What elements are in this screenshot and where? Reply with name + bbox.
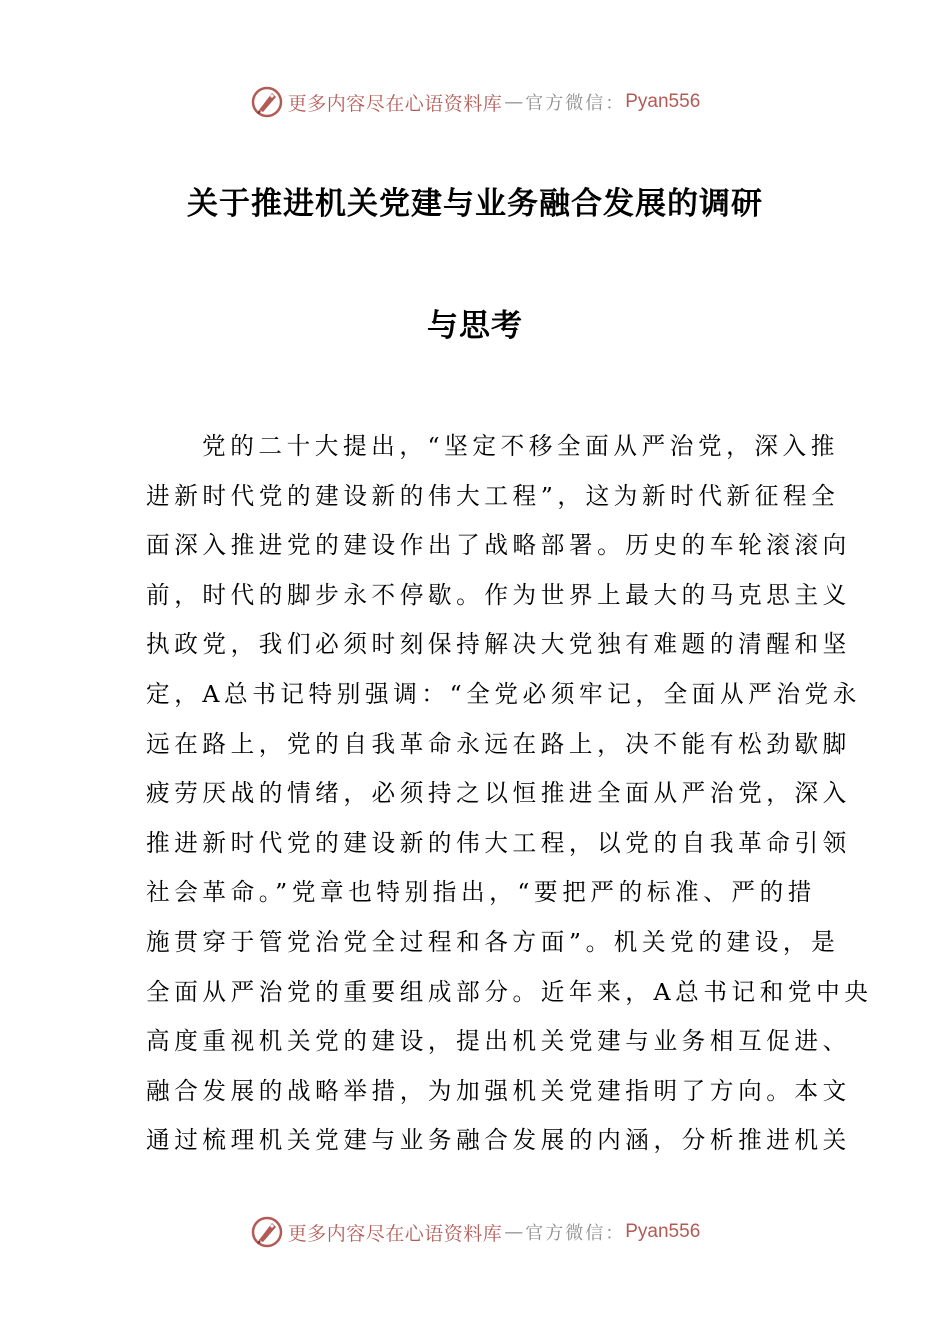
body-line: 远在路上，党的自我革命永远在路上，决不能有松劲歇脚	[146, 729, 851, 758]
watermark-wechat-id: Pyan556	[625, 1221, 701, 1242]
body-line: 党的二十大提出，“坚定不移全面从严治党，深入推	[202, 432, 839, 460]
watermark-brand: 更多内容尽在心语资料库	[287, 92, 503, 115]
body-line: 执政党，我们必须时刻保持解决大党独有难题的清醒和坚	[146, 630, 851, 659]
body-line: 通过梳理机关党建与业务融合发展的内涵，分析推进机关	[146, 1126, 851, 1155]
body-line: 定，A总书记特别强调：“全党必须牢记，全面从严治党永	[146, 679, 861, 708]
body-line: 推进新时代党的建设新的伟大工程，以党的自我革命引领	[146, 828, 851, 857]
body-line: 进新时代党的建设新的伟大工程”，这为新时代新征程全	[146, 481, 840, 510]
watermark-brand: 更多内容尽在心语资料库	[287, 1222, 503, 1245]
watermark-wechat-id: Pyan556	[625, 91, 701, 112]
header-watermark	[0, 82, 950, 122]
document-title-line1: 关于推进机关党建与业务融合发展的调研	[187, 186, 763, 222]
body-line: 施贯穿于管党治党全过程和各方面”。机关党的建设，是	[146, 927, 840, 956]
watermark-dash: —	[504, 91, 524, 113]
document-title-line2: 与思考	[427, 308, 523, 344]
body-line: 面深入推进党的建设作出了战略部署。历史的车轮滚滚向	[146, 531, 851, 560]
body-paragraph	[146, 422, 873, 1166]
pen-nib-logo-icon	[250, 85, 284, 119]
body-line: 融合发展的战略举措，为加强机关党建指明了方向。本文	[146, 1076, 851, 1105]
body-line: 全面从严治党的重要组成部分。近年来，A总书记和党中央	[146, 977, 873, 1006]
body-line: 社会革命。”党章也特别指出，“要把严的标准、严的措	[146, 878, 816, 907]
body-line: 疲劳厌战的情绪，必须持之以恒推进全面从严治党，深入	[146, 779, 851, 808]
body-line: 高度重视机关党的建设，提出机关党建与业务相互促进、	[146, 1027, 851, 1056]
watermark-dash: —	[504, 1221, 524, 1243]
body-line: 前，时代的脚步永不停歇。作为世界上最大的马克思主义	[146, 580, 851, 609]
pen-nib-logo-icon	[250, 1215, 284, 1249]
footer-watermark	[0, 1212, 950, 1252]
watermark-official: 官方微信：	[525, 1223, 626, 1244]
watermark-official: 官方微信：	[525, 93, 626, 114]
